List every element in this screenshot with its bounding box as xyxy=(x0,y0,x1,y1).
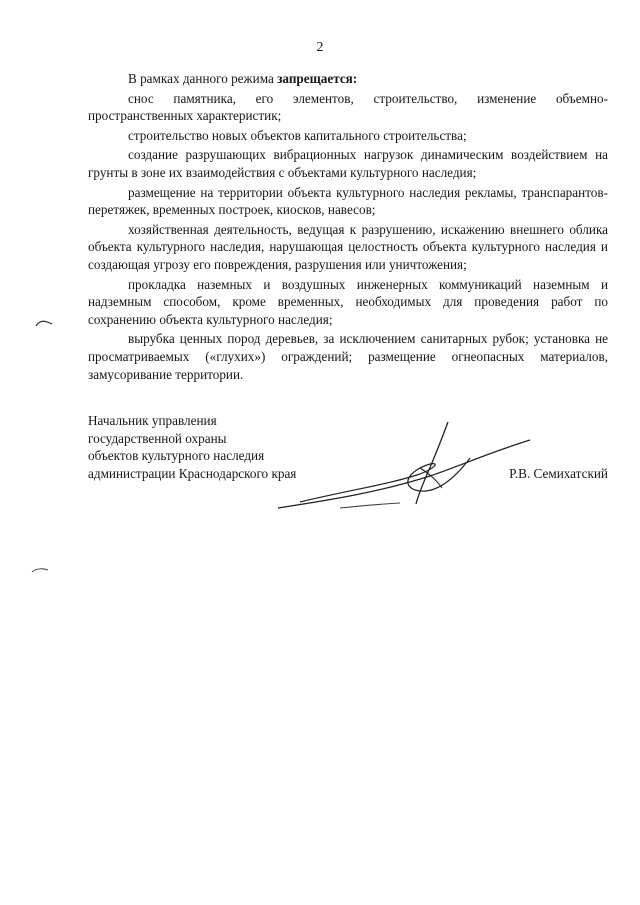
prohibition-item: прокладка наземных и воздушных инженерных коммуникаций наземным и надземным способом, кроме временных, необходимых для проведения работ по сохранению объекта культурного наследия; xyxy=(88,276,608,327)
body-text xyxy=(88,70,608,385)
handwritten-signature xyxy=(270,418,540,518)
intro-paragraph xyxy=(88,70,608,88)
prohibition-item: снос памятника, его элементов, строительство, изменение объемно-пространственных характеристик; xyxy=(88,90,608,124)
prohibition-item: хозяйственная деятельность, ведущая к разрушению, искажению внешнего облика объекта культурного наследия, нарушающая целостность объекта культурного наследия и создающая угрозу его повреждения, разрушения или уничтожения; xyxy=(88,221,608,272)
page-number: 2 xyxy=(316,40,324,55)
prohibition-item: размещение на территории объекта культурного наследия рекламы, транспарантов-перетяжек, временных построек, киосков, навесов; xyxy=(88,184,608,218)
prohibition-item: создание разрушающих вибрационных нагрузок динамическим воздействием на грунты в зоне их взаимодействия с объектами культурного наследия; xyxy=(88,147,608,180)
signer-position-line: Начальник управления xyxy=(88,413,217,428)
signer-name: Р.В. Семихатский xyxy=(509,465,608,481)
prohibition-item: строительство новых объектов капитального строительства; xyxy=(128,127,467,143)
prohibition-item: вырубка ценных пород деревьев, за исключением санитарных рубок; установка не просматриваемых («глухих») ограждений; размещение огнеопасных материалов, замусоривание территории. xyxy=(88,331,608,382)
margin-mark-icon xyxy=(34,318,54,328)
signer-position-line: государственной охраны xyxy=(88,430,227,446)
signer-position-line: объектов культурного наследия xyxy=(88,448,265,464)
margin-mark-icon xyxy=(30,565,50,575)
intro-bold: запрещается: xyxy=(277,71,358,86)
signer-position-line: администрации Краснодарского края xyxy=(88,465,297,481)
intro-prefix: В рамках данного режима xyxy=(128,71,278,86)
